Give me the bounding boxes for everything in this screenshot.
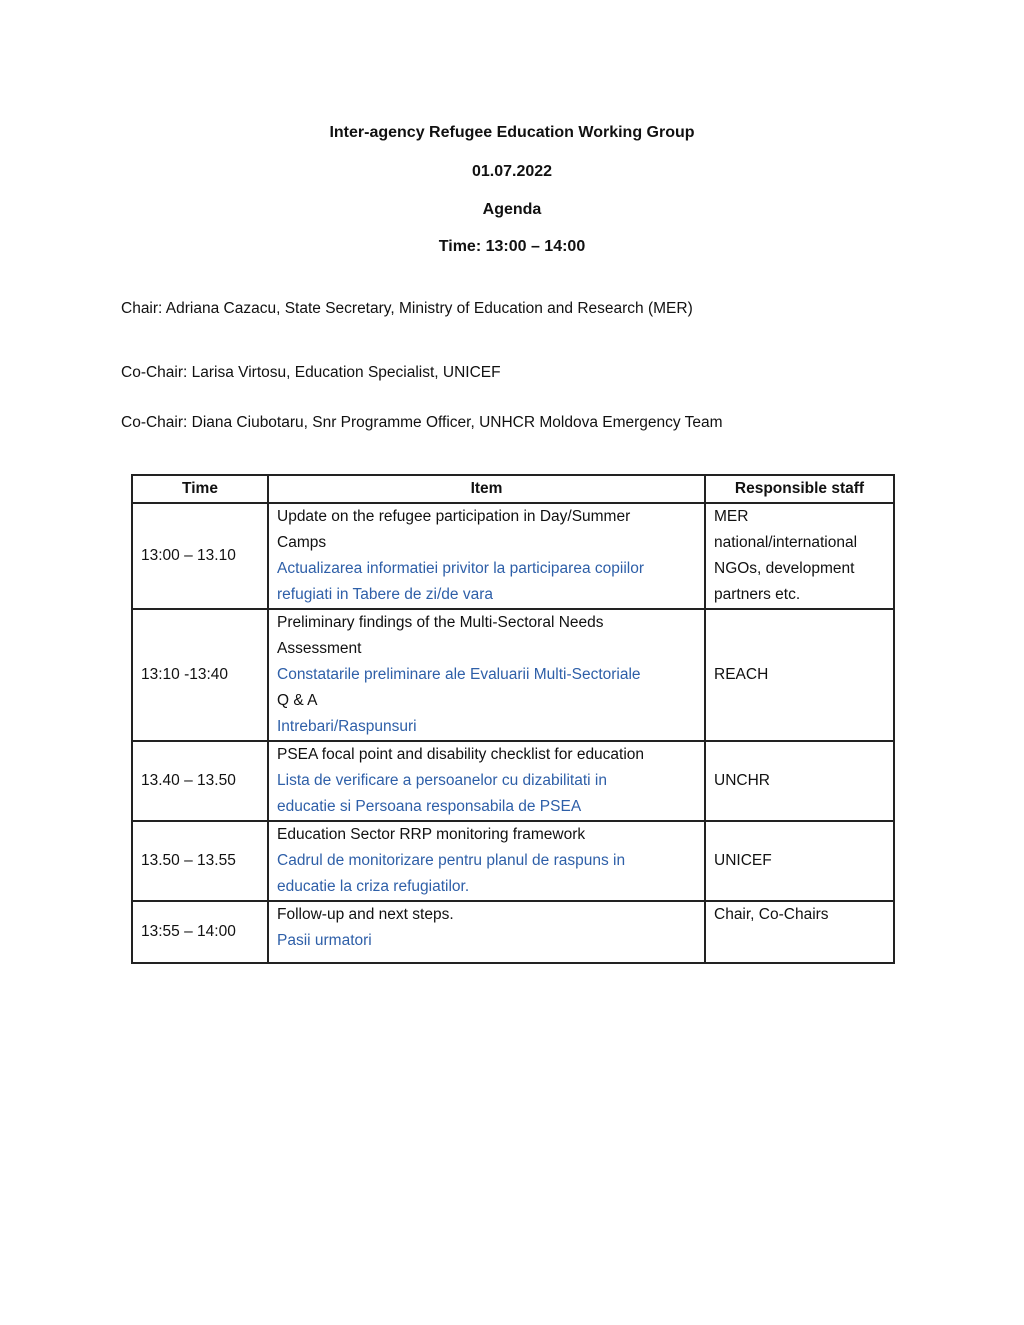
meeting-date: 01.07.2022	[471, 163, 553, 180]
agenda-heading: Agenda	[482, 201, 542, 218]
item-text: Camps	[277, 534, 327, 551]
table-row	[132, 901, 894, 963]
item-translation: Lista de verificare a persoanelor cu dizabilitati in	[277, 772, 607, 789]
table-row	[132, 609, 894, 741]
row-responsible	[705, 503, 894, 609]
responsible-text: national/international	[714, 534, 858, 551]
row-responsible	[705, 741, 894, 821]
meeting-time: Time: 13:00 – 14:00	[438, 238, 586, 255]
item-text: PSEA focal point and disability checklist for education	[277, 746, 645, 763]
chair-line: Chair: Adriana Cazacu, State Secretary, Ministry of Education and Research (MER)	[121, 300, 693, 317]
header-item: Item	[268, 475, 705, 503]
header-time: Time	[132, 475, 268, 503]
responsible-text: UNCHR	[714, 772, 770, 789]
responsible-text: Chair, Co-Chairs	[714, 906, 829, 923]
item-text: Preliminary findings of the Multi-Sectoral Needs	[277, 614, 604, 631]
item-translation: refugiati in Tabere de zi/de vara	[277, 586, 493, 603]
responsible-text: MER	[714, 508, 749, 525]
responsible-text: UNICEF	[714, 852, 772, 869]
document-title: Inter-agency Refugee Education Working Group	[329, 124, 695, 141]
item-text: Follow-up and next steps.	[277, 906, 454, 923]
table-row	[132, 503, 894, 609]
responsible-text: REACH	[714, 666, 769, 683]
header-responsible: Responsible staff	[705, 475, 894, 503]
table-row	[132, 741, 894, 821]
item-translation: educatie si Persoana responsabila de PSEA	[277, 798, 582, 815]
table-row	[132, 821, 894, 901]
item-text: Q & A	[277, 692, 318, 709]
agenda-table	[131, 474, 895, 964]
row-responsible	[705, 609, 894, 741]
row-responsible	[705, 821, 894, 901]
row-time: 13.50 – 13.55	[132, 821, 268, 901]
co-chair-line-2: Co-Chair: Diana Ciubotaru, Snr Programme Officer, UNHCR Moldova Emergency Team	[121, 414, 723, 431]
table-header-row	[132, 475, 894, 503]
item-translation: Pasii urmatori	[277, 932, 372, 949]
row-item	[268, 503, 705, 609]
row-item	[268, 901, 705, 963]
item-translation: Actualizarea informatiei privitor la participarea copiilor	[277, 560, 644, 577]
item-text: Update on the refugee participation in Day/Summer	[277, 508, 631, 525]
item-translation: Cadrul de monitorizare pentru planul de raspuns in	[277, 852, 626, 869]
row-item	[268, 609, 705, 741]
item-translation: Constatarile preliminare ale Evaluarii Multi-Sectoriale	[277, 666, 641, 683]
item-text: Assessment	[277, 640, 362, 657]
row-time: 13.40 – 13.50	[132, 741, 268, 821]
responsible-text: partners etc.	[714, 586, 801, 603]
responsible-text: NGOs, development	[714, 560, 855, 577]
row-time: 13:10 -13:40	[132, 609, 268, 741]
co-chair-line-1: Co-Chair: Larisa Virtosu, Education Specialist, UNICEF	[121, 364, 501, 381]
item-text: Education Sector RRP monitoring framework	[277, 826, 586, 843]
row-item	[268, 821, 705, 901]
row-responsible	[705, 901, 894, 963]
row-time: 13:55 – 14:00	[132, 901, 268, 963]
item-translation: educatie la criza refugiatilor.	[277, 878, 470, 895]
item-translation: Intrebari/Raspunsuri	[277, 718, 417, 735]
row-time: 13:00 – 13.10	[132, 503, 268, 609]
row-item	[268, 741, 705, 821]
